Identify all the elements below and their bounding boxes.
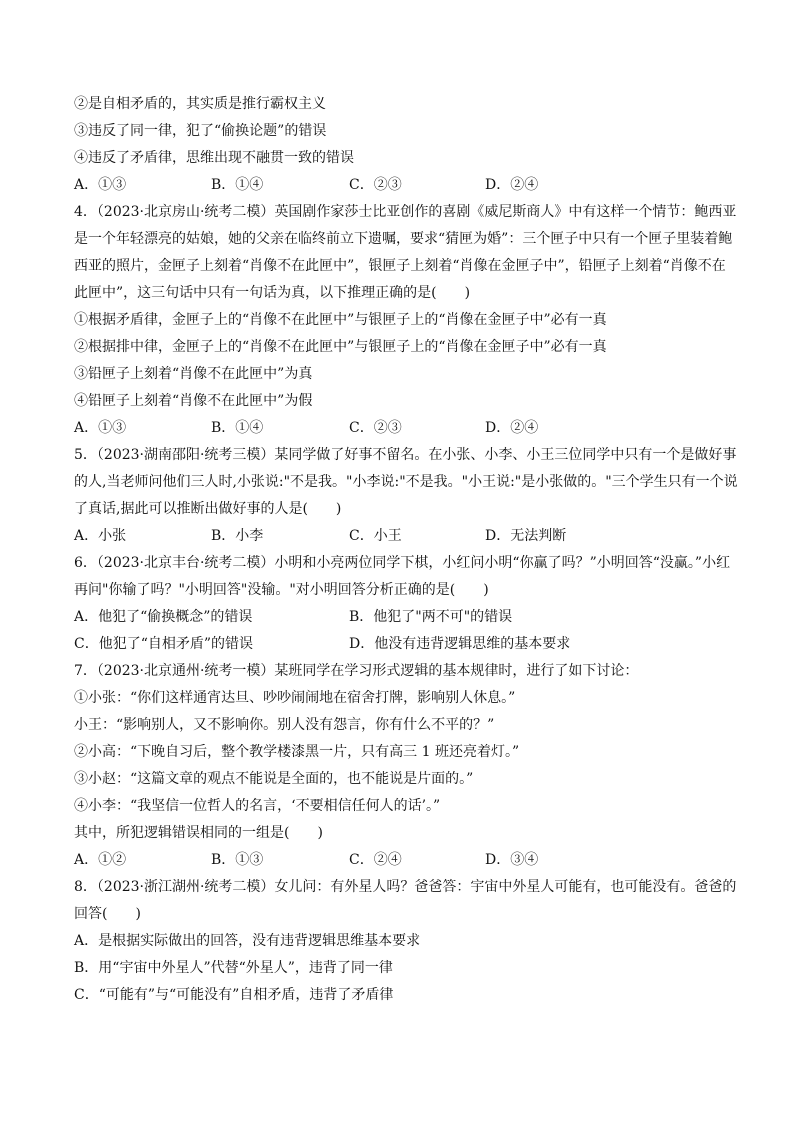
- choice-a: A．①③: [74, 420, 127, 436]
- choice-c: C．小王: [349, 528, 402, 544]
- q8-choice-b: B．用“宇宙中外星人”代替“外星人”，违背了同一律: [74, 960, 393, 976]
- choice-d: D．②④: [485, 420, 539, 436]
- question-5-line-2: 的人,当老师问他们三人时,小张说:"不是我。"小李说:"不是我。"小王说:"是小张做的。"三个学生只有一个说: [74, 474, 738, 490]
- question-5-line-1: 5．（2023·湖南邵阳·统考三模）某同学做了好事不留名。在小张、小李、小王三位同学中只有一个是做好事: [74, 447, 737, 463]
- question-4-line-2: 是一个年轻漂亮的姑娘，她的父亲在临终前立下遗嘱，要求“猜匣为婚”：三个匣子中只有一个匣子里装着鲍: [74, 231, 733, 247]
- choice-c: C．②③: [349, 420, 402, 436]
- option-statement-3: ③违反了同一律，犯了“偷换论题”的错误: [74, 123, 327, 139]
- option-statement-2: ②是自相矛盾的，其实质是推行霸权主义: [74, 96, 326, 112]
- choice-b: B．小李: [211, 528, 264, 544]
- choice-c: C．②③: [349, 177, 402, 193]
- question-8-line-1: 8．（2023·浙江湖州·统考二模）女儿问：有外星人吗？爸爸答：宇宙中外星人可能有，也可能没有。爸爸的: [74, 879, 737, 895]
- choice-a: A．小张: [74, 528, 127, 544]
- q7-statement-1: ①小张：“你们这样通宵达旦、吵吵闹闹地在宿舍打牌，影响别人休息。”: [74, 690, 516, 706]
- question-6-line-2: 再问"你输了吗？"小明回答"没输。"对小明回答分析正确的是( ): [74, 582, 489, 598]
- choice-a: A．①③: [74, 177, 127, 193]
- choice-b: B．①④: [211, 420, 264, 436]
- question-4-line-3: 西亚的照片，金匣子上刻着“肖像不在此匣中”，银匣子上刻着“肖像在金匣子中”，铅匣子上刻着“肖像不在: [74, 258, 726, 274]
- q4-statement-3: ③铅匣子上刻着“肖像不在此匣中”为真: [74, 366, 313, 382]
- question-4-line-1: 4．（2023·北京房山·统考二模）英国剧作家莎士比亚创作的喜剧《威尼斯商人》中有这样一个情节：鲍西亚: [74, 204, 737, 220]
- choice-a: A．①②: [74, 852, 127, 868]
- question-4-line-4: 此匣中”，这三句话中只有一句话为真，以下推理正确的是( ): [74, 285, 471, 301]
- q7-statement-4: ④小李：“我坚信一位哲人的名言，‘不要相信任何人的话’。”: [74, 798, 441, 814]
- q4-statement-1: ①根据矛盾律，金匣子上的“肖像不在此匣中”与银匣子上的“肖像在金匣子中”必有一真: [74, 312, 607, 328]
- question-7-prompt: 其中，所犯逻辑错误相同的一组是( ): [74, 825, 323, 841]
- choice-d: D．他没有违背逻辑思维的基本要求: [349, 636, 571, 652]
- choice-b: B．他犯了"两不可"的错误: [349, 609, 513, 625]
- q8-choice-c: C．“可能有”与“可能没有”自相矛盾，违背了矛盾律: [74, 987, 394, 1003]
- choice-a: A．他犯了“偷换概念”的错误: [74, 609, 253, 625]
- choice-c: C．②④: [349, 852, 402, 868]
- option-statement-4: ④违反了矛盾律，思维出现不融贯一致的错误: [74, 150, 354, 166]
- choice-b: B．①④: [211, 177, 264, 193]
- q7-statement-3: ③小赵：“这篇文章的观点不能说是全面的，也不能说是片面的。”: [74, 771, 474, 787]
- choice-d: D．③④: [485, 852, 539, 868]
- q8-choice-a: A．是根据实际做出的回答，没有违背逻辑思维基本要求: [74, 933, 421, 949]
- q4-statement-2: ②根据排中律，金匣子上的“肖像不在此匣中”与银匣子上的“肖像在金匣子中”必有一真: [74, 339, 607, 355]
- choice-d: D．无法判断: [485, 528, 567, 544]
- choice-d: D．②④: [485, 177, 539, 193]
- question-7-line-1: 7．（2023·北京通州·统考一模）某班同学在学习形式逻辑的基本规律时，进行了如下讨论：: [74, 663, 639, 679]
- q7-statement-1-reply: 小王：“影响别人，又不影响你。别人没有怨言，你有什么不平的？”: [74, 717, 495, 733]
- choice-c: C．他犯了“自相矛盾”的错误: [74, 636, 254, 652]
- q4-statement-4: ④铅匣子上刻着“肖像不在此匣中”为假: [74, 393, 313, 409]
- q7-statement-2: ②小高：“下晚自习后，整个教学楼漆黑一片，只有高三 1 班还亮着灯。”: [74, 744, 520, 760]
- question-8-line-2: 回答( ): [74, 906, 141, 922]
- choice-b: B．①③: [211, 852, 264, 868]
- question-6-line-1: 6．（2023·北京丰台·统考二模）小明和小亮两位同学下棋，小红问小明“你赢了吗？”小明回答“没赢。”小红: [74, 555, 731, 571]
- question-5-line-3: 了真话,据此可以推断出做好事的人是( ): [74, 501, 342, 517]
